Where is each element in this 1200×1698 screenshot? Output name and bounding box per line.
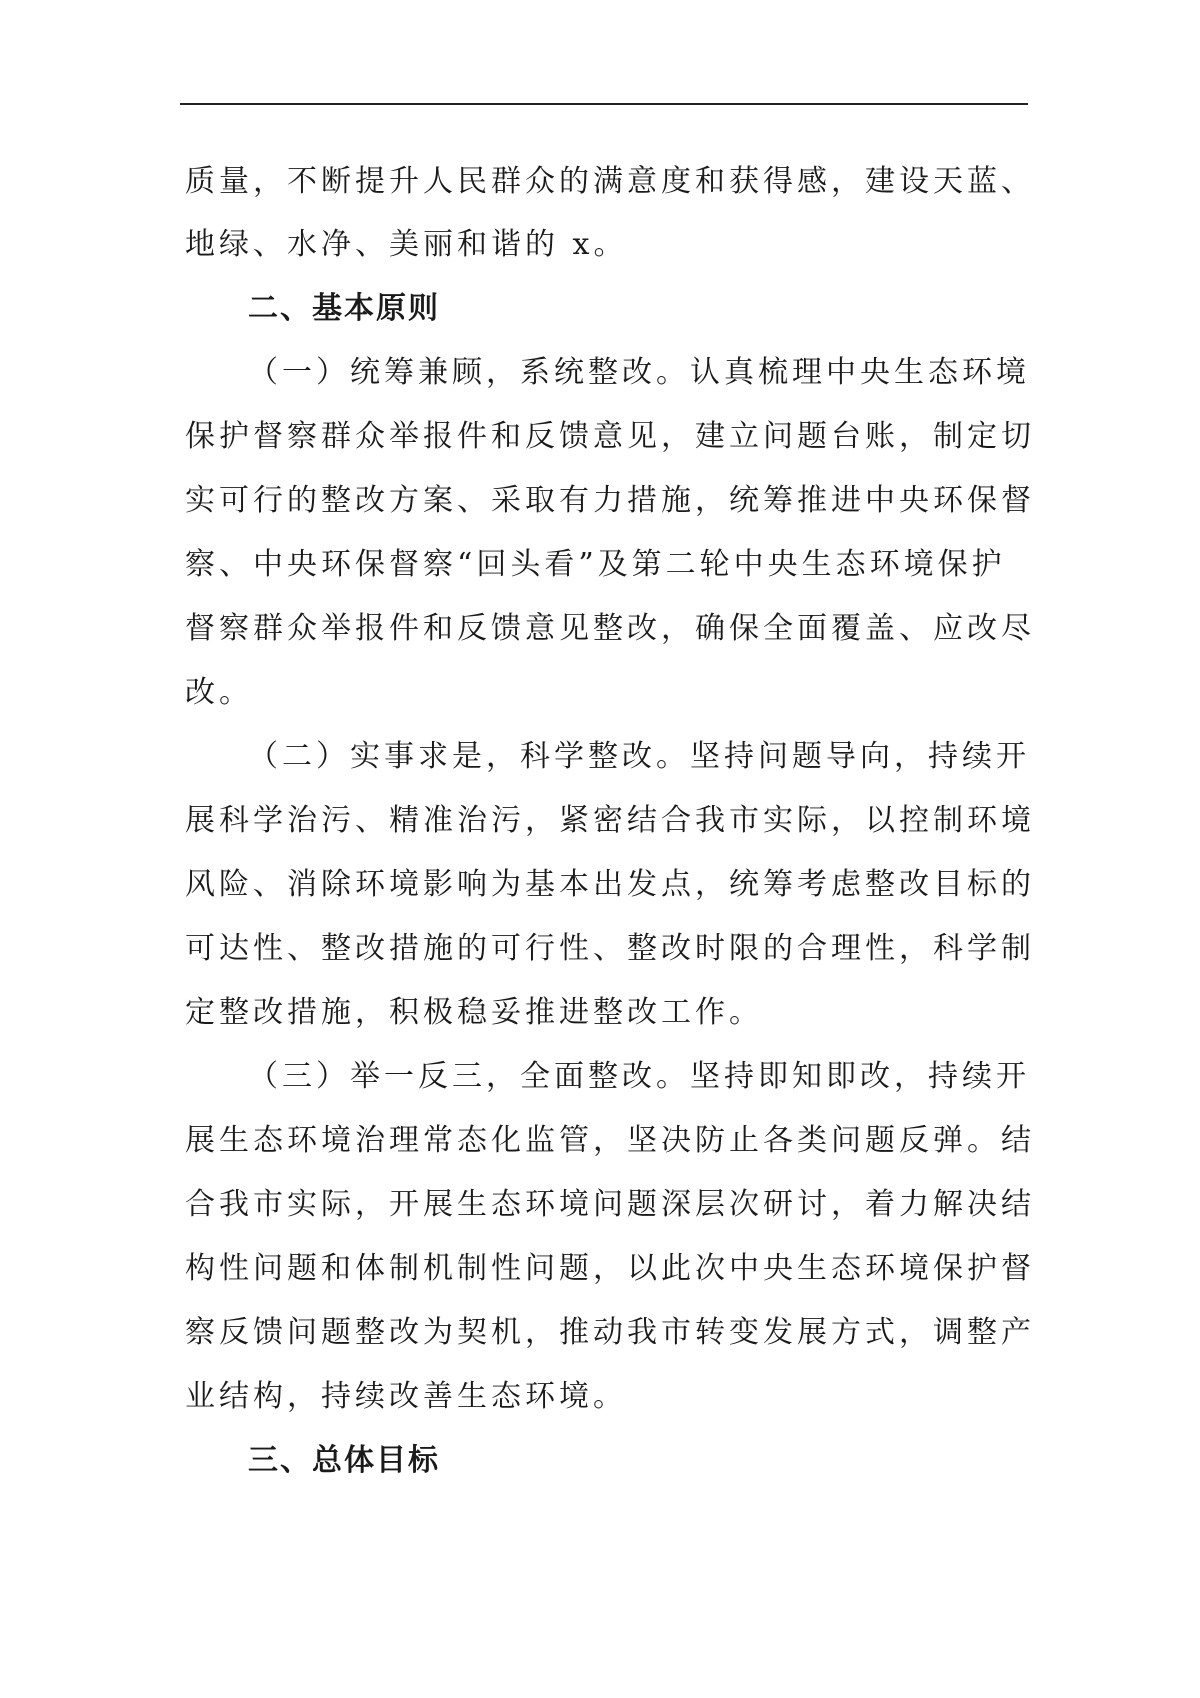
header-rule [180, 103, 1028, 105]
principle-3-line: 业结构，持续改善生态环境。 [185, 1379, 627, 1414]
section-heading-basic-principles: 二、基本原则 [248, 291, 440, 326]
principle-2-line: 定整改措施，积极稳妥推进整改工作。 [185, 995, 763, 1030]
principle-1-line: 改。 [185, 675, 253, 710]
principle-2-line: 可达性、整改措施的可行性、整改时限的合理性，科学制 [185, 931, 1035, 966]
principle-3-line: 构性问题和体制机制性问题，以此次中央生态环境保护督 [185, 1251, 1035, 1286]
principle-1-line: （一）统筹兼顾，系统整改。认真梳理中央生态环境 [248, 355, 1030, 390]
principle-2-line: （二）实事求是，科学整改。坚持问题导向，持续开 [248, 739, 1030, 774]
principle-1-line: 实可行的整改方案、采取有力措施，统筹推进中央环保督 [185, 483, 1035, 518]
body-line: 地绿、水净、美丽和谐的 x。 [185, 227, 628, 262]
principle-3-line: （三）举一反三，全面整改。坚持即知即改，持续开 [248, 1059, 1030, 1094]
section-heading-overall-goals: 三、总体目标 [248, 1443, 440, 1478]
principle-2-line: 展科学治污、精准治污，紧密结合我市实际，以控制环境 [185, 803, 1035, 838]
body-line: 质量，不断提升人民群众的满意度和获得感，建设天蓝、 [185, 164, 1035, 199]
principle-3-line: 展生态环境治理常态化监管，坚决防止各类问题反弹。结 [185, 1123, 1035, 1158]
principle-1-line: 督察群众举报件和反馈意见整改，确保全面覆盖、应改尽 [185, 611, 1035, 646]
principle-2-line: 风险、消除环境影响为基本出发点，统筹考虑整改目标的 [185, 867, 1035, 902]
principle-1-line: 察、中央环保督察“回头看”及第二轮中央生态环境保护 [185, 547, 1006, 582]
principle-3-line: 合我市实际，开展生态环境问题深层次研讨，着力解决结 [185, 1187, 1035, 1222]
principle-1-line: 保护督察群众举报件和反馈意见，建立问题台账，制定切 [185, 419, 1035, 454]
principle-3-line: 察反馈问题整改为契机，推动我市转变发展方式，调整产 [185, 1315, 1035, 1350]
